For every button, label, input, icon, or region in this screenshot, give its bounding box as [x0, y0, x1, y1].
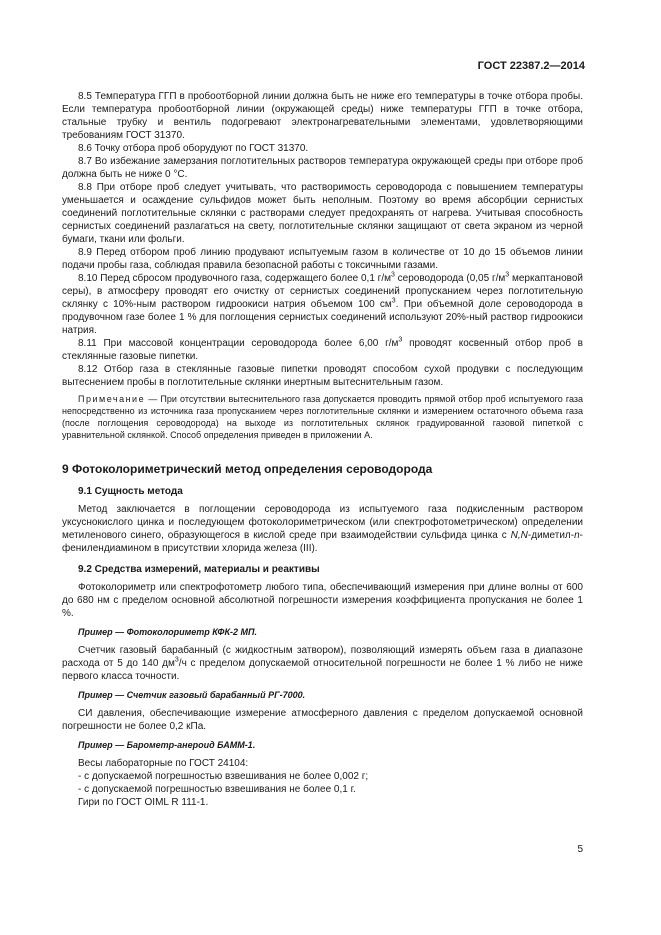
paragraph-8-6: 8.6 Точку отбора проб оборудуют по ГОСТ 31370. [78, 143, 309, 154]
section-9-1-heading: 9.1 Сущность метода [78, 486, 183, 497]
text-segment: 8.11 При массовой концентрации сероводорода более 6,00 г/м [78, 338, 399, 349]
superscript: 3 [391, 297, 396, 305]
text-segment: Счетчик газовый барабанный (с жидкостным затвором), позволяющий измерять объем газа в диапазоне расхода от 5 до 140 дм [62, 645, 583, 669]
text-segment: проводят косвенный отбор проб в стеклянные газовые пипетки. [62, 338, 583, 362]
paragraph-photometer: Фотоколориметр или спектрофотометр любого типа, обеспечивающий измерения при длине волны от 600 до 680 нм с пределом основной абсолютной погрешности измерения коэффициента пропускания не более 1 %. [62, 582, 583, 619]
paragraph-8-10 [62, 272, 583, 337]
italic-text: N,N [510, 530, 528, 541]
text-segment: /ч с пределом допускаемой относительной погрешности не более 1 % либо не ниже первого класса точности. [62, 658, 583, 682]
superscript: 3 [174, 656, 179, 664]
text-segment: -диметил- [527, 530, 575, 541]
example-barometer: Пример — Барометр-анероид БАММ-1. [78, 740, 256, 750]
note-label: Примечание [78, 394, 146, 404]
text-segment: -фенилендиамином в присутствии хлорида железа (III). [62, 530, 583, 554]
paragraph-gas-counter [62, 644, 583, 683]
italic-text: n [574, 530, 580, 541]
paragraph-8-12: 8.12 Отбор газа в стеклянные газовые пипетки проводят способом сухой продувки с последующим вытеснением пробы в поглотительные склянки инертным вытеснительным газом. [62, 364, 583, 388]
paragraph-8-8: 8.8 При отборе проб следует учитывать, что растворимость сероводорода с повышением температуры уменьшается и осаждение сульфидов может быть неполным. Поэтому во время абсорбции сернистых соединений поглотительные склянки с растворами следует предохранять от нагрева. Учитывая способность сернистых соединений разлагаться на свету, поглотительные склянки защищают от света экраном из черной бумаги, ткани или фольги. [62, 182, 583, 245]
paragraph-8-5: 8.5 Температура ГГП в пробоотборной линии должна быть не ниже его температуры в точке отбора пробы. Если температура пробоотборной линии (окружающей среды) ниже температуры ГГП в точке отбора, стальные трубку и вентиль подогревают электронагревательными элементами, удовлетворяющими требованиям ГОСТ 31370. [62, 91, 583, 141]
list-item: Весы лабораторные по ГОСТ 24104: [78, 758, 249, 769]
text-segment: . При объемной доле сероводорода в продувочном газе более 1 % для поглощения сернистых соединений используют 20%-ный раствор гидроокиси натрия. [62, 299, 583, 336]
page-number: 5 [577, 844, 583, 855]
paragraph-8-11 [62, 337, 583, 363]
text-segment: сероводорода (0,05 г/м [394, 273, 506, 284]
superscript: 3 [390, 271, 395, 279]
document-id: ГОСТ 22387.2—2014 [477, 60, 585, 72]
list-item: - с допускаемой погрешностью взвешивания не более 0,1 г. [78, 784, 356, 795]
list-item: Гири по ГОСТ OIML R 111-1. [78, 797, 209, 808]
text-segment: 8.10 Перед сбросом продувочного газа, содержащего более 0,1 г/м [78, 273, 391, 284]
paragraph-8-9: 8.9 Перед отбором проб линию продувают испытуемым газом в количестве от 10 до 15 объемов линии подачи пробы газа, соблюдая правила безопасной работы с токсичными газами. [62, 247, 583, 271]
paragraph-pressure: СИ давления, обеспечивающие измерение атмосферного давления с пределом допускаемой основной погрешности не более 0,2 кПа. [62, 708, 583, 732]
text-segment: меркаптановой серы), в атмосферу проводят его очистку от сернистых соединений пропусканием через поглотительную склянку с 10%-ным раствором гидроокиси натрия объемом 100 см [62, 273, 583, 310]
section-9-2-heading: 9.2 Средства измерений, материалы и реактивы [78, 564, 320, 575]
example-photometer: Пример — Фотоколориметр КФК-2 МП. [78, 627, 257, 637]
section-9-heading: 9 Фотоколориметрический метод определения сероводорода [62, 462, 433, 476]
note [62, 393, 583, 441]
page-content [62, 90, 583, 809]
text-segment: Метод заключается в поглощении сероводорода из испытуемого газа подкисленным раствором уксуснокислого цинка и последующем фотоколориметрическом (или спектрофотометрическом) определении метиленового синего, образующегося в кислой среде при взаимодействии сульфида цинка с [62, 504, 583, 541]
example-gas-counter: Пример — Счетчик газовый барабанный РГ-7000. [78, 690, 306, 700]
superscript: 3 [505, 271, 510, 279]
superscript: 3 [398, 336, 403, 344]
paragraph-9-1 [62, 503, 583, 555]
note-text: — При отсутствии вытеснительного газа допускается проводить прямой отбор проб испытуемого газа непосредственно из источника газа пропусканием через поглотительные склянки и измерением остаточного объема газа (после поглощения сероводорода) на выходе из поглотительных склянок градуированной газовой пипеткой с уравнительной склянкой. Способ определения приведен в приложении А. [62, 394, 583, 440]
list-item: - с допускаемой погрешностью взвешивания не более 0,002 г; [78, 771, 369, 782]
paragraph-8-7: 8.7 Во избежание замерзания поглотительных растворов температура окружающей среды при отборе проб должна быть не ниже 0 °С. [62, 156, 583, 180]
equipment-list [78, 757, 583, 809]
